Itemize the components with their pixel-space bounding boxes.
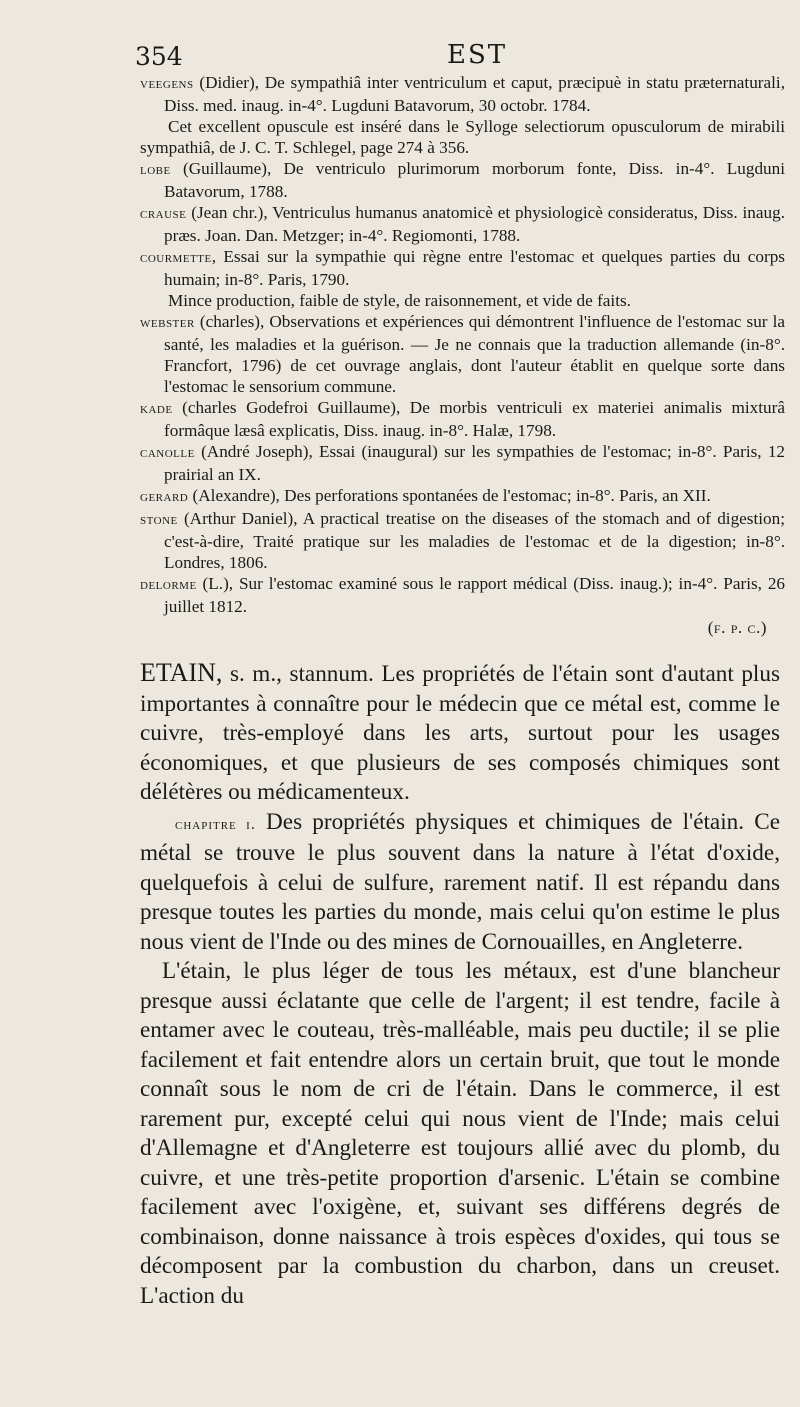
bibliography-entry: veegens (Didier), De sympathiâ inter ventriculum et caput, præcipuè in statu præternaturali, Diss. med. inaug. in-4°. Lugduni Batavorum, 30 octobr. 1784. <box>140 73 785 115</box>
article-etain <box>140 658 780 1311</box>
page-number: 354 <box>135 42 183 71</box>
bibliography-note: Mince production, faible de style, de raisonnement, et vide de faits. <box>168 291 631 310</box>
body-paragraph: L'étain, le plus léger de tous les métaux, est d'une blancheur presque aussi éclatante que celle de l'argent; il est tendre, facile à entamer avec le couteau, très-malléable, mais peu ductile; il se plie facilement et fait entendre alors un certain bruit, que tout le monde connaît sous le nom de cri de l'étain. Dans le commerce, il est rarement pur, excepté celui qui nous vient de l'Inde; mais celui d'Allemagne et d'Angleterre est toujours allié avec du plomb, du cuivre, et une très-petite proportion d'arsenic. L'étain se combine facilement avec l'oxigène, et, suivant ses différens degrés de combinaison, donne naissance à trois espèces d'oxides, qui tous se décomposent par la combustion du charbon, dans un creuset. L'action du <box>140 958 780 1309</box>
running-title: EST <box>447 40 508 70</box>
author-signature: (f. p. c.) <box>707 618 767 637</box>
headword: ETAIN, <box>140 658 223 687</box>
article-intro: ETAIN, s. m., stannum. Les propriétés de l'étain sont d'autant plus importantes à connaître pour le médecin que ce métal est, comme le cuivre, très-employé dans les arts, surtout pour les usages économiques, et que plusieurs de ses composés chimiques sont délétères ou médicamenteux. <box>140 658 780 805</box>
bibliography-entry: crause (Jean chr.), Ventriculus humanus anatomicè et physiologicè consideratus, Diss. inaug. præs. Joan. Dan. Metzger; in-4°. Regiomonti, 1788. <box>140 203 785 245</box>
bibliography-entry: stone (Arthur Daniel), A practical treatise on the diseases of the stomach and of digestion; c'est-à-dire, Traité pratique sur les maladies de l'estomac et de la digestion; in-8°. Londres, 1806. <box>140 509 786 572</box>
bibliography-note: Cet excellent opuscule est inséré dans le Sylloge selectiorum opusculorum de mirabili sympathiâ, de J. C. T. Schlegel, page 274 à 356. <box>140 117 785 157</box>
bibliography-entry: delorme (L.), Sur l'estomac examiné sous le rapport médical (Diss. inaug.); in-4°. Paris, 26 juillet 1812. <box>140 574 786 616</box>
page-header <box>0 36 800 72</box>
bibliography-list <box>140 72 785 638</box>
bibliography-entry: webster (charles), Observations et expériences qui démontrent l'influence de l'estomac sur la santé, les maladies et la guérison. — Je ne connais que la traduction allemande (in-8°. Francfort, 1796) de cet ouvrage anglais, dont l'auteur établit en quelque sorte dans l'estomac le sensorium commune. <box>140 312 785 396</box>
bibliography-entry: gerard (Alexandre), Des perforations spontanées de l'estomac; in-8°. Paris, an XII. <box>140 486 711 505</box>
bibliography-entry: canolle (André Joseph), Essai (inaugural) sur les sympathies de l'estomac; in-8°. Paris, 12 prairial an IX. <box>140 442 786 484</box>
chapter-label: chapitre i. <box>175 815 256 833</box>
bibliography-entry: lobe (Guillaume), De ventriculo plurimorum morborum fonte, Diss. in-4°. Lugduni Batavorum, 1788. <box>140 159 786 201</box>
bibliography-entry: kade (charles Godefroi Guillaume), De morbis ventriculi ex materiei animalis mixturâ formâque læsâ explicatis, Diss. inaug. in-8°. Halæ, 1798. <box>140 398 785 440</box>
bibliography-entry: courmette, Essai sur la sympathie qui règne entre l'estomac et quelques parties du corps humain; in-8°. Paris, 1790. <box>140 247 785 289</box>
chapter-paragraph: chapitre i. Des propriétés physiques et chimiques de l'étain. Ce métal se trouve le plus souvent dans la nature à l'état d'oxide, quelquefois à celui de sulfure, rarement natif. Il est répandu dans presque toutes les parties du monde, mais celui qu'on estime le plus nous vient de l'Inde ou des mines de Cornouailles, en Angleterre. <box>140 808 780 955</box>
